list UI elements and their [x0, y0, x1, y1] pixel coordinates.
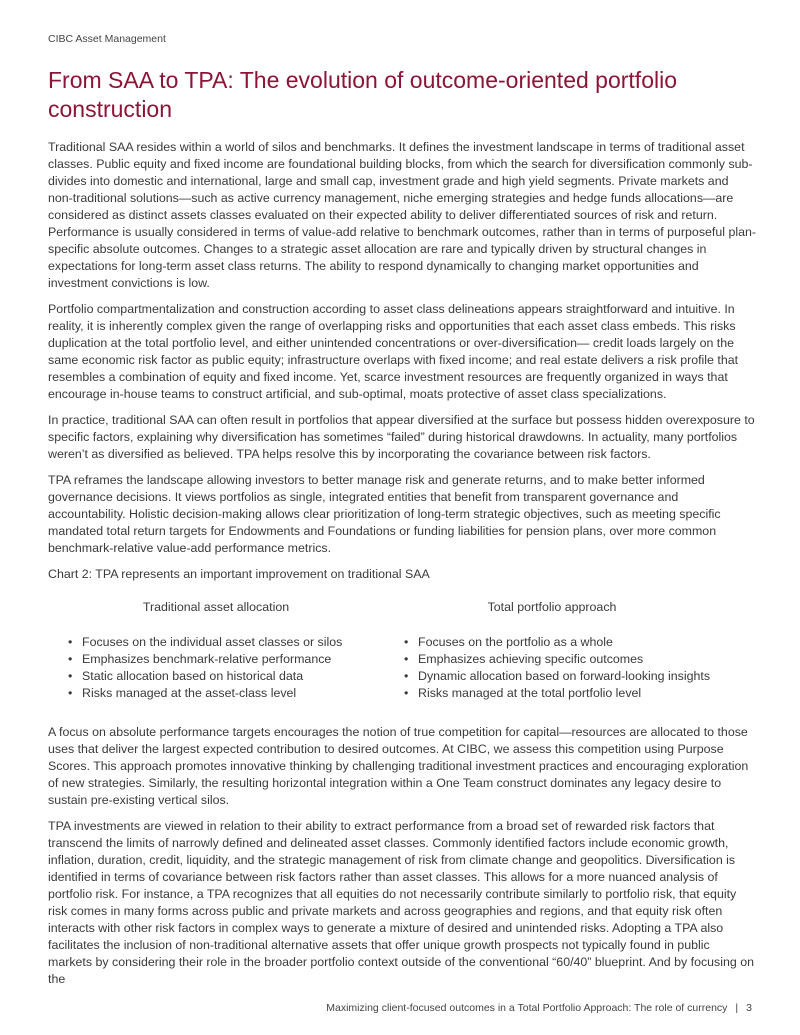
bullet-icon: •: [404, 652, 409, 666]
list-item-text: Focuses on the portfolio as a whole: [418, 635, 613, 649]
paragraph: A focus on absolute performance targets encourages the notion of true competition for capital—resources are allocated to those uses that deliver the largest expected contribution to desired outcomes. At CIBC, we assess this competition using Purpose Scores. This approach promotes innovative thinking by challenging traditional investment practices and encouraging exploration of new strategies. Similarly, the resulting horizontal integration within a One Team construct dominates any legacy desire to sustain pre-existing vertical silos.: [48, 725, 749, 807]
list-item-text: Risks managed at the total portfolio level: [418, 686, 642, 700]
list-item: [404, 651, 720, 668]
bullet-icon: •: [68, 635, 73, 649]
bullet-list: [48, 634, 384, 702]
list-item-text: Emphasizes achieving specific outcomes: [418, 652, 644, 666]
article-body: [48, 139, 756, 997]
traditional-saa-column: [48, 592, 384, 702]
list-item-text: Emphasizes benchmark-relative performance: [82, 652, 332, 666]
list-item-text: Dynamic allocation based on forward-looking insights: [418, 669, 711, 683]
paragraph: Traditional SAA resides within a world of silos and benchmarks. It defines the investment landscape in terms of traditional asset classes. Public equity and fixed income are foundational building blocks, from which the search for diversification commonly sub-divides into domestic and international, large and small cap, investment grade and high yield segments. Private markets and non-traditional solutions—such as active currency management, niche emerging strategies and hedge funds allocations—are considered as distinct assets classes evaluated on their expected ability to deliver differentiated sources of risk and return. Performance is usually considered in terms of value-add relative to benchmark outcomes, rather than in terms of purposeful plan-specific absolute outcomes. Changes to a strategic asset allocation are rare and typically driven by structural changes in expectations for long-term asset class returns. The ability to respond dynamically to changing market opportunities and investment convictions is low.: [48, 140, 756, 290]
list-item-text: Risks managed at the asset-class level: [82, 686, 297, 700]
tpa-column: [384, 592, 720, 702]
column-heading: Traditional asset allocation: [142, 600, 290, 614]
column-heading: Total portfolio approach: [487, 600, 617, 614]
bullet-icon: •: [404, 635, 409, 649]
paragraph: TPA investments are viewed in relation to their ability to extract performance from a broad set of rewarded risk factors that transcend the limits of narrowly defined and delineated asset classes. Commonly identified factors include economic growth, inflation, duration, credit, liquidity, and the strategic management of risk from climate change and geopolitics. Diversification is identified in terms of covariance between risk factors rather than asset classes. This allows for a more nuanced analysis of portfolio risk. For instance, a TPA recognizes that all equities do not necessarily contribute similarly to portfolio risk, that equity risk comes in many forms across public and private markets and across geographies and regions, and that equity risk often interacts with other risk factors in complex ways to generate a mixture of desired and unintended risks. Adopting a TPA also facilitates the inclusion of non-traditional alternative assets that offer unique growth prospects not typically found in public markets by considering their role in the broader portfolio context outside of the conventional “60/40” blueprint. And by focusing on the: [48, 819, 754, 986]
bullet-icon: •: [404, 669, 409, 683]
footer-title: Maximizing client-focused outcomes in a Total Portfolio Approach: The role of currency: [326, 1002, 728, 1014]
list-item: [68, 634, 384, 651]
bullet-icon: •: [68, 686, 73, 700]
paragraph: In practice, traditional SAA can often result in portfolios that appear diversified at the surface but possess hidden overexposure to specific factors, explaining why diversification has sometimes “failed” during historical drawdowns. In actuality, many portfolios weren’t as diversified as believed. TPA helps resolve this by incorporating the covariance between risk factors.: [48, 413, 755, 461]
bullet-icon: •: [404, 686, 409, 700]
footer-separator: |: [735, 1002, 739, 1014]
paragraph: TPA reframes the landscape allowing investors to better manage risk and generate returns, and to make better informed governance decisions. It views portfolios as single, integrated entities that benefit from transparent governance and accountability. Holistic decision-making allows clear prioritization of long-term strategic objectives, such as meeting specific mandated total return targets for Endowments and Foundations or funding liabilities for pension plans, over more common benchmark-relative value-add performance metrics.: [48, 473, 721, 555]
list-item-text: Focuses on the individual asset classes or silos: [82, 635, 343, 649]
list-item: [404, 634, 720, 651]
chart-caption: Chart 2: TPA represents an important improvement on traditional SAA: [48, 567, 430, 581]
bullet-icon: •: [68, 669, 73, 683]
comparison-table: [48, 592, 756, 702]
page-number: 3: [746, 1002, 752, 1014]
list-item: [68, 651, 384, 668]
paragraph: Portfolio compartmentalization and construction according to asset class delineations appears straightforward and intuitive. In reality, it is inherently complex given the range of overlapping risks and opportunities that each asset class embeds. This risks duplication at the total portfolio level, and either unintended concentrations or over-diversification— credit loads largely on the same economic risk factor as public equity; infrastructure overlaps with fixed income; and real estate delivers a risk profile that resembles a combination of equity and fixed income. Yet, scarce investment resources are frequently organized in ways that encourage in-house teams to construct artificial, and sub-optimal, moats protective of asset class specializations.: [48, 302, 739, 401]
list-item: [68, 685, 384, 702]
list-item: [404, 685, 720, 702]
list-item: [68, 668, 384, 685]
header-brand: CIBC Asset Management: [48, 33, 166, 45]
bullet-list: [384, 634, 720, 702]
page-footer: [326, 1002, 752, 1014]
page-title: From SAA to TPA: The evolution of outcome-oriented portfolio construction: [48, 67, 677, 122]
list-item-text: Static allocation based on historical data: [82, 669, 304, 683]
list-item: [404, 668, 720, 685]
bullet-icon: •: [68, 652, 73, 666]
